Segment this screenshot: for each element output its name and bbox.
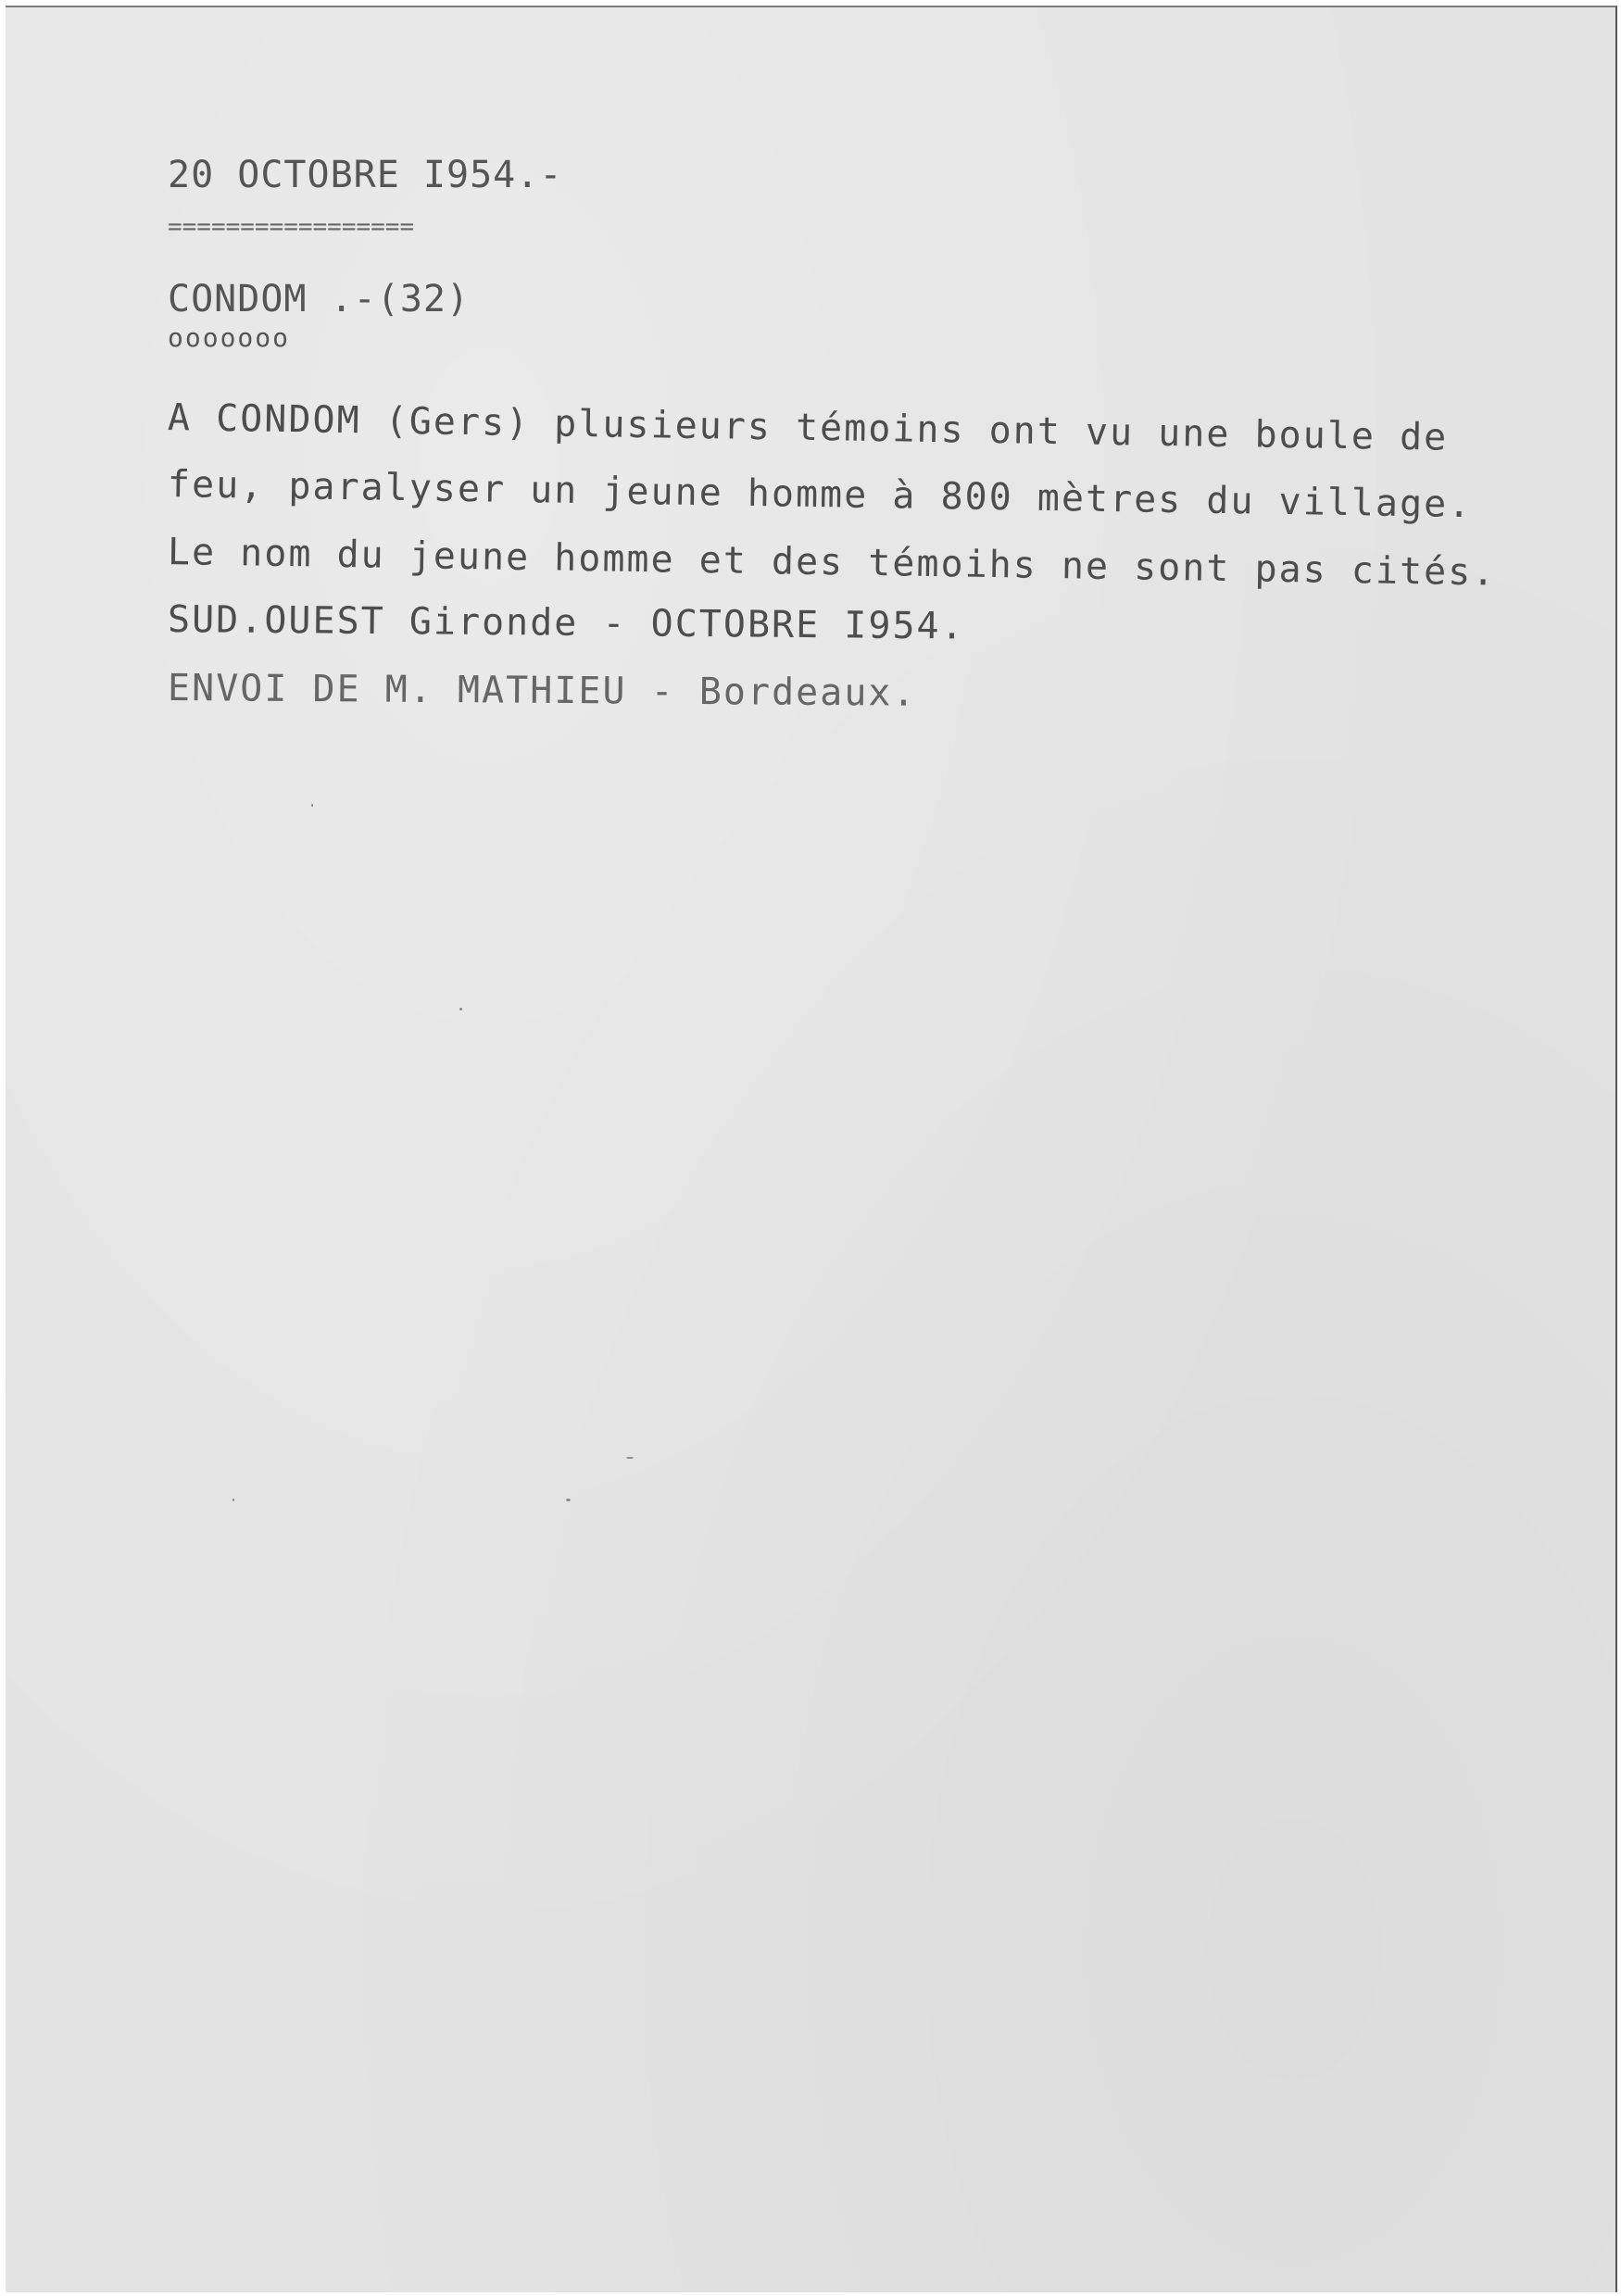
paper-speck <box>566 1499 571 1501</box>
document-page <box>6 6 1617 2292</box>
paper-speck <box>459 1008 462 1010</box>
report-text-line-1: A CONDOM (Gers) plusieurs témoins ont vu une boule de <box>167 396 1449 459</box>
paper-speck <box>626 1457 634 1459</box>
location-underline: ooooooo <box>168 322 291 353</box>
report-text-line-2: feu, paralyser un jeune homme à 800 mètres du village. <box>167 463 1473 527</box>
report-text-line-3: Le nom du jeune homme et des témoihs ne sont pas cités. <box>167 531 1497 595</box>
sender-line: ENVOI DE M. MATHIEU - Bordeaux. <box>167 667 917 715</box>
source-reference: SUD.OUEST Gironde - OCTOBRE I954. <box>167 598 965 648</box>
paper-speck <box>311 804 313 807</box>
date-underline: ================= <box>168 213 415 241</box>
paper-speck <box>232 1499 234 1501</box>
document-date: 20 OCTOBRE I954.- <box>168 154 563 196</box>
document-location: CONDOM .-(32) <box>168 278 471 320</box>
